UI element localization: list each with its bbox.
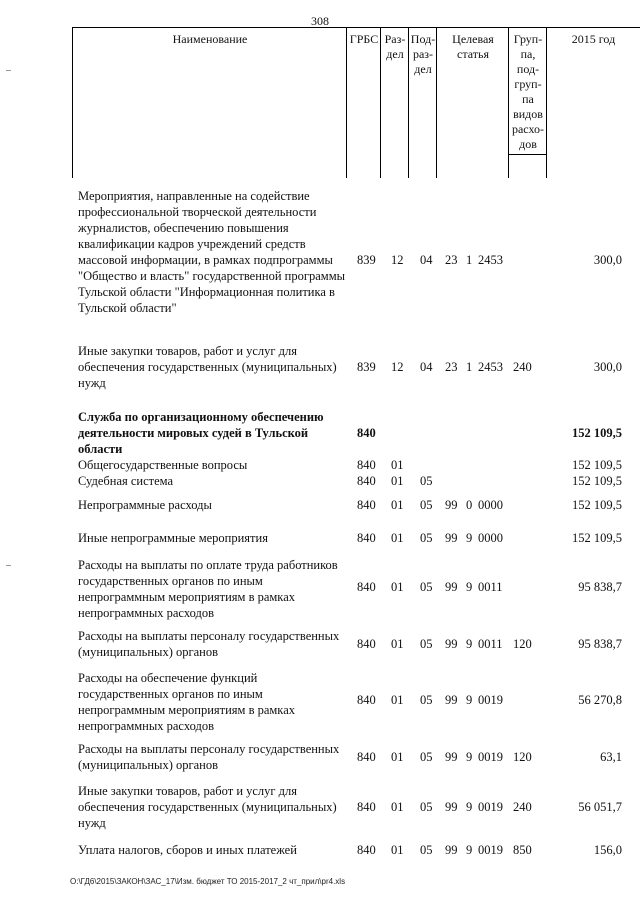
row-podrazdel: 04 <box>420 253 433 267</box>
row-name: Служба по организационному обеспечению деятельности мировых судей в Тульской области <box>78 410 324 456</box>
row-name: Расходы на выплаты персоналу государственных (муниципальных) органов <box>78 742 340 772</box>
row-celevaya-part1: 99 <box>445 800 458 814</box>
row-celevaya-part2: 9 <box>466 800 473 814</box>
row-grbs: 840 <box>357 800 376 814</box>
row-grbs: 840 <box>357 458 376 472</box>
row-gruppa: 240 <box>513 360 532 374</box>
row-name: Иные закупки товаров, работ и услуг для обеспечения государственных (муниципальных) нужд <box>78 344 337 390</box>
row-amount: 56 270,8 <box>578 693 622 707</box>
header-year: 2015 год <box>571 32 616 46</box>
row-celevaya-part3: 2453 <box>478 253 503 267</box>
row-name: Расходы на выплаты персоналу государственных (муниципальных) органов <box>78 629 340 659</box>
header-grbs: ГРБС <box>349 32 379 46</box>
row-grbs: 840 <box>357 498 376 512</box>
row-amount: 56 051,7 <box>578 800 622 814</box>
row-razdel: 01 <box>391 498 404 512</box>
margin-mark <box>6 70 11 71</box>
row-celevaya-part3: 0019 <box>478 843 503 857</box>
row-podrazdel: 05 <box>420 498 433 512</box>
row-gruppa: 850 <box>513 843 532 857</box>
row-celevaya-part2: 1 <box>466 360 473 374</box>
row-celevaya-part2: 9 <box>466 637 473 651</box>
page-number: 308 <box>311 14 329 28</box>
row-gruppa: 120 <box>513 750 532 764</box>
header-podrazdel: Под- раз- дел <box>410 32 436 76</box>
row-grbs: 840 <box>357 637 376 651</box>
row-podrazdel: 05 <box>420 580 433 594</box>
row-celevaya-part2: 9 <box>466 843 473 857</box>
header-razdel: Раз- дел <box>384 32 406 61</box>
table-header <box>72 27 640 177</box>
row-celevaya-part3: 0019 <box>478 693 503 707</box>
row-razdel: 12 <box>391 253 404 267</box>
header-year-cell <box>546 27 640 178</box>
row-grbs: 840 <box>357 531 376 545</box>
row-celevaya-part2: 9 <box>466 580 473 594</box>
row-amount: 300,0 <box>593 360 622 374</box>
row-celevaya-part2: 9 <box>466 750 473 764</box>
row-celevaya-part1: 99 <box>445 531 458 545</box>
row-name: Уплата налогов, сборов и иных платежей <box>78 843 297 857</box>
row-celevaya-part1: 99 <box>445 637 458 651</box>
header-grbs-cell <box>346 27 381 178</box>
row-celevaya-part3: 0011 <box>478 637 503 651</box>
row-podrazdel: 05 <box>420 750 433 764</box>
row-celevaya-part3: 2453 <box>478 360 503 374</box>
row-podrazdel: 05 <box>420 693 433 707</box>
row-razdel: 01 <box>391 458 404 472</box>
header-razdel-cell <box>380 27 409 178</box>
row-amount: 95 838,7 <box>578 637 622 651</box>
row-celevaya-part3: 0019 <box>478 750 503 764</box>
header-name-cell <box>72 27 347 178</box>
row-celevaya-part2: 0 <box>466 498 473 512</box>
row-celevaya-part3: 0019 <box>478 800 503 814</box>
row-razdel: 01 <box>391 693 404 707</box>
row-podrazdel: 04 <box>420 360 433 374</box>
row-name: Судебная система <box>78 474 174 488</box>
header-gruppa-cell <box>508 27 547 178</box>
row-amount: 152 109,5 <box>572 531 622 545</box>
row-amount: 152 109,5 <box>572 474 622 488</box>
row-celevaya-part1: 99 <box>445 750 458 764</box>
row-amount: 152 109,5 <box>572 426 622 440</box>
row-celevaya-part1: 99 <box>445 498 458 512</box>
row-amount: 152 109,5 <box>572 458 622 472</box>
row-amount: 152 109,5 <box>572 498 622 512</box>
row-celevaya-part3: 0000 <box>478 498 503 512</box>
row-podrazdel: 05 <box>420 531 433 545</box>
row-name: Мероприятия, направленные на содействие профессиональной творческой деятельности журналистов, обеспечению повышения квалификации кадров учреждений средств массовой информации, в рамках подпрограммы "Общество и власть" государственной программы Тульской области "Информационная политика в Тульской области" <box>78 189 345 315</box>
row-name: Иные непрограммные мероприятия <box>78 531 268 545</box>
margin-mark <box>6 565 11 566</box>
row-amount: 95 838,7 <box>578 580 622 594</box>
row-razdel: 01 <box>391 800 404 814</box>
row-celevaya-part1: 99 <box>445 580 458 594</box>
row-gruppa: 240 <box>513 800 532 814</box>
row-razdel: 01 <box>391 580 404 594</box>
row-celevaya-part3: 0011 <box>478 580 503 594</box>
row-razdel: 01 <box>391 474 404 488</box>
header-celevaya: Целевая статья <box>452 32 494 61</box>
row-name: Непрограммные расходы <box>78 498 212 512</box>
row-amount: 300,0 <box>593 253 622 267</box>
row-celevaya-part3: 0000 <box>478 531 503 545</box>
row-gruppa: 120 <box>513 637 532 651</box>
row-celevaya-part1: 99 <box>445 693 458 707</box>
row-name: Общегосударственные вопросы <box>78 458 248 472</box>
row-grbs: 839 <box>357 360 376 374</box>
row-grbs: 840 <box>357 693 376 707</box>
row-celevaya-part2: 9 <box>466 693 473 707</box>
row-grbs: 840 <box>357 750 376 764</box>
row-name: Расходы на обеспечение функций государственных органов по иным непрограммным мероприятиям в рамках непрограммных расходов <box>78 671 295 733</box>
row-grbs: 840 <box>357 426 376 440</box>
row-name: Иные закупки товаров, работ и услуг для обеспечения государственных (муниципальных) нужд <box>78 784 337 830</box>
row-celevaya-part1: 23 <box>445 253 458 267</box>
row-grbs: 840 <box>357 474 376 488</box>
row-grbs: 839 <box>357 253 376 267</box>
row-amount: 63,1 <box>600 750 622 764</box>
row-razdel: 01 <box>391 637 404 651</box>
row-grbs: 840 <box>357 580 376 594</box>
row-amount: 156,0 <box>593 843 622 857</box>
header-podrazdel-cell <box>408 27 437 178</box>
row-razdel: 12 <box>391 360 404 374</box>
row-celevaya-part2: 1 <box>466 253 473 267</box>
row-podrazdel: 05 <box>420 800 433 814</box>
row-razdel: 01 <box>391 531 404 545</box>
row-razdel: 01 <box>391 843 404 857</box>
header-celevaya-cell <box>436 27 509 178</box>
row-grbs: 840 <box>357 843 376 857</box>
header-name: Наименование <box>172 32 248 46</box>
file-path-footer: O:\ГД6\2015\ЗАКОН\ЗАС_17\Изм. бюджет ТО 2015-2017_2 чт_прил\pr4.xls <box>70 877 346 886</box>
row-celevaya-part1: 23 <box>445 360 458 374</box>
row-podrazdel: 05 <box>420 843 433 857</box>
row-podrazdel: 05 <box>420 474 433 488</box>
row-celevaya-part2: 9 <box>466 531 473 545</box>
row-podrazdel: 05 <box>420 637 433 651</box>
row-razdel: 01 <box>391 750 404 764</box>
row-name: Расходы на выплаты по оплате труда работников государственных органов по иным непрограммным мероприятиям в рамках непрограммных расходов <box>78 558 338 620</box>
row-celevaya-part1: 99 <box>445 843 458 857</box>
header-gruppa: Груп- па, под- груп- па видов расхо- дов <box>509 28 547 155</box>
